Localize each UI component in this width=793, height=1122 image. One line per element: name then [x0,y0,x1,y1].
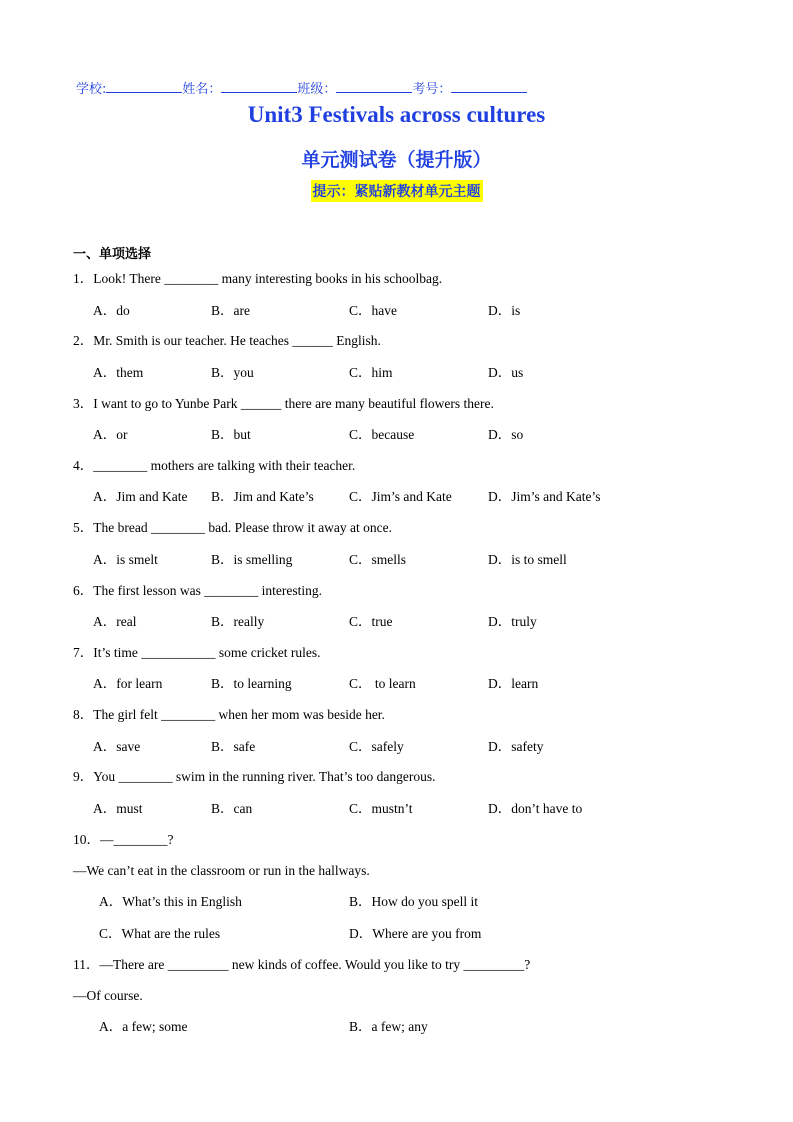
option-b[interactable]: B．a few; any [349,1019,428,1034]
option-d[interactable]: D．Where are you from [349,926,482,941]
option-a[interactable]: A．do [93,302,130,318]
option-b[interactable]: B．are [211,302,250,318]
option-c[interactable]: C．him [349,364,393,380]
tip-banner: 提示：紧贴新教材单元主题 [311,180,483,202]
option-c[interactable]: C．because [349,427,415,443]
option-a[interactable]: A．save [93,738,141,754]
school-label: 学校: [76,82,107,97]
option-b[interactable]: B．but [211,427,251,443]
option-a[interactable]: A．a few; some [99,1019,188,1034]
option-a[interactable]: A．Jim and Kate [93,489,188,505]
question-stem: 6．The first lesson was ________ interesting. [73,582,322,598]
option-a[interactable]: A．is smelt [93,551,158,567]
option-b[interactable]: B．How do you spell it [349,894,479,909]
option-a[interactable]: A．real [93,614,137,629]
student-info-line [76,78,527,97]
option-a[interactable]: A．for learn [93,676,163,692]
school-field[interactable] [106,78,182,93]
option-c[interactable]: C．mustn’t [349,800,413,816]
class-label: 班级： [297,82,337,97]
option-a[interactable]: A．What’s this in English [99,894,242,909]
option-d[interactable]: D．so [488,427,524,443]
tip-container [0,180,793,202]
option-d[interactable]: D．us [488,364,524,380]
option-a[interactable]: A．or [93,427,128,443]
option-b[interactable]: B．safe [211,738,256,754]
option-c[interactable]: C．smells [349,551,407,567]
question-stem: 5．The bread ________ bad. Please throw it away at once. [73,520,393,536]
option-b[interactable]: B．you [211,364,254,380]
question-stem: 11．—There are _________ new kinds of coffee. Would you like to try _________? [73,957,531,972]
option-d[interactable]: D．is to smell [488,551,567,567]
question-reply: —We can’t eat in the classroom or run in the hallways. [73,863,370,878]
option-b[interactable]: B．really [211,614,265,629]
name-label: 姓名： [182,82,222,97]
question-stem: 1．Look! There ________ many interesting books in his schoolbag. [73,271,443,286]
class-field[interactable] [336,78,412,93]
question-stem: 10．—________? [73,832,174,847]
option-d[interactable]: D．safety [488,738,544,754]
option-b[interactable]: B．can [211,800,253,816]
option-c[interactable]: C． to learn [349,676,416,692]
question-reply: —Of course. [73,988,143,1003]
section-title: 一、单项选择 [73,247,152,262]
option-a[interactable]: A．must [93,800,143,816]
option-d[interactable]: D．truly [488,614,537,629]
page-title: Unit3 Festivals across cultures [247,102,546,127]
option-d[interactable]: D．don’t have to [488,800,583,816]
option-b[interactable]: B．to learning [211,676,292,692]
option-d[interactable]: D．is [488,302,521,318]
question-stem: 8．The girl felt ________ when her mom was beside her. [73,707,385,723]
question-stem: 3．I want to go to Yunbe Park ______ there are many beautiful flowers there. [73,395,494,411]
option-b[interactable]: B．is smelling [211,551,293,567]
question-stem: 4．________ mothers are talking with their teacher. [73,457,356,473]
option-d[interactable]: D．Jim’s and Kate’s [488,489,601,505]
option-c[interactable]: C．What are the rules [99,926,221,941]
page-subtitle: 单元测试卷（提升版） [301,149,492,171]
question-stem: 9．You ________ swim in the running river. That’s too dangerous. [73,769,436,785]
name-field[interactable] [221,78,297,93]
question-stem: 2．Mr. Smith is our teacher. He teaches ______ English. [73,333,381,349]
option-c[interactable]: C．true [349,614,393,629]
option-c[interactable]: C．Jim’s and Kate [349,489,452,505]
option-c[interactable]: C．safely [349,738,404,754]
option-b[interactable]: B．Jim and Kate’s [211,489,314,505]
number-label: 考号： [412,82,452,97]
option-a[interactable]: A．them [93,364,144,380]
question-stem: 7．It’s time ___________ some cricket rules. [73,644,321,660]
option-c[interactable]: C．have [349,302,397,318]
option-d[interactable]: D．learn [488,676,539,692]
number-field[interactable] [451,78,527,93]
